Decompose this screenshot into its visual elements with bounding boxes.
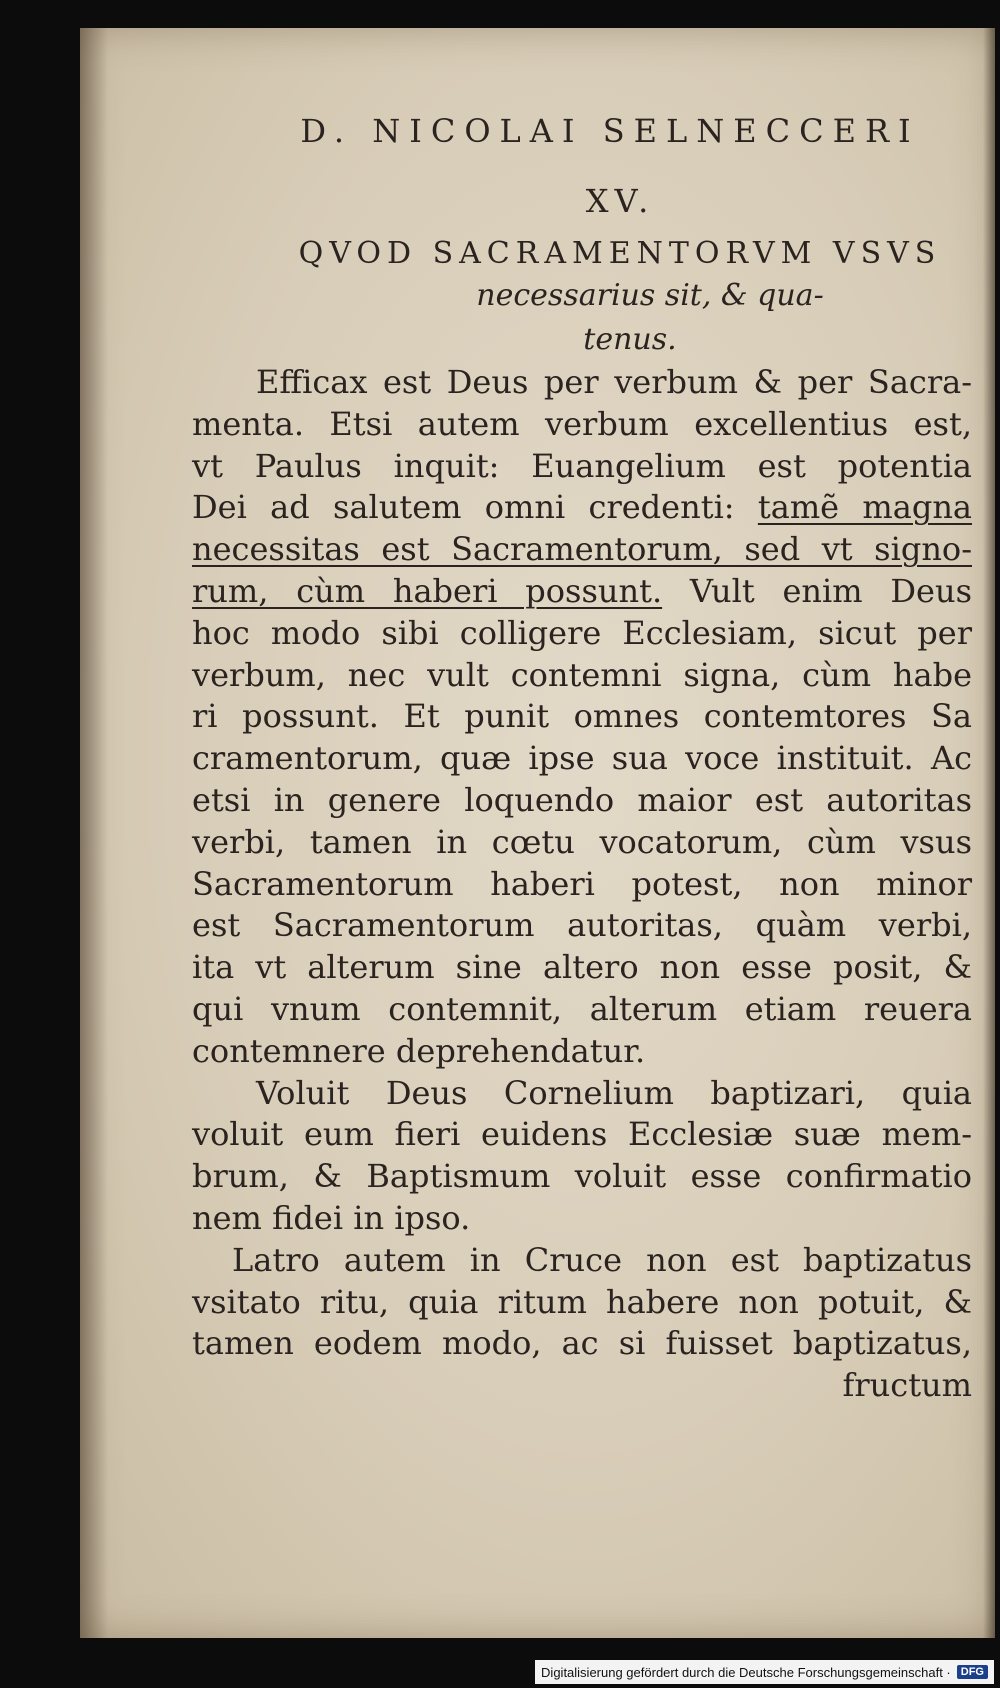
body-line: contemnere deprehendatur.: [192, 1031, 646, 1070]
body-line: vt Paulus inquit: Euangelium est potentia: [192, 446, 972, 485]
body-line: cramentorum, quæ ipse sua voce instituit. Ac: [192, 739, 972, 778]
underlined-phrase: tamẽ magna: [757, 488, 973, 527]
body-line: verbi, tamen in cœtu vocatorum, cùm vsus: [192, 822, 972, 861]
body-line: menta. Etsi autem verbum excellentius est,: [192, 404, 972, 443]
body-line: vsitato ritu, quia ritum habere non potuit, &: [192, 1282, 972, 1321]
catchword: fructum: [842, 1366, 972, 1405]
body-line: ri possunt. Et punit omnes contemtores Sa: [192, 697, 972, 736]
page-gutter-shadow: [80, 28, 108, 1638]
body-line: nem fidei in ipso.: [192, 1198, 471, 1237]
chapter-heading: QVOD SACRAMENTORVM VSVS: [298, 236, 942, 271]
body-line: verbum, nec vult contemni signa, cùm habe: [192, 655, 972, 694]
body-line: Sacramentorum haberi potest, non minor: [192, 864, 972, 903]
body-line-fragment: Dei ad salutem omni credenti:: [192, 488, 758, 527]
body-text: [192, 362, 972, 1407]
underlined-phrase: rum, cùm haberi possunt.: [192, 571, 663, 610]
running-head: D. NICOLAI SELNECCERI: [300, 112, 920, 150]
dfg-logo-icon: DFG: [957, 1665, 988, 1679]
page-edge-shadow: [983, 28, 995, 1638]
body-line: ita vt alterum sine altero non esse posit, &: [192, 948, 972, 987]
chapter-heading-line2: necessarius sit, & qua-: [476, 278, 824, 313]
body-line: voluit eum fieri euidens Ecclesiæ suæ mem-: [192, 1115, 972, 1154]
digitization-credit: [535, 1660, 994, 1684]
credit-text: Digitalisierung gefördert durch die Deutsche Forschungsgemeinschaft ·: [541, 1664, 951, 1680]
body-line: hoc modo sibi colligere Ecclesiam, sicut per: [192, 613, 972, 652]
body-line: qui vnum contemnit, alterum etiam reuera: [192, 989, 972, 1028]
chapter-number: XV.: [585, 182, 655, 220]
body-line: Efficax est Deus per verbum & per Sacra-: [256, 363, 972, 401]
body-line: tamen eodem modo, ac si fuisset baptizatus,: [192, 1324, 972, 1363]
body-line: [192, 571, 972, 613]
body-line: Latro autem in Cruce non est baptizatus: [232, 1240, 972, 1279]
body-line: Voluit Deus Cornelium baptizari, quia: [256, 1073, 972, 1112]
body-line-fragment: Vult enim Deus: [662, 571, 973, 610]
body-line: brum, & Baptismum voluit esse confirmatio: [192, 1157, 972, 1196]
body-line: [192, 487, 972, 529]
body-line: etsi in genere loquendo maior est autoritas: [192, 780, 972, 819]
body-line: est Sacramentorum autoritas, quàm verbi,: [192, 906, 972, 945]
underlined-body-line: necessitas est Sacramentorum, sed vt signo-: [192, 530, 972, 569]
chapter-heading-line3: tenus.: [583, 322, 677, 357]
